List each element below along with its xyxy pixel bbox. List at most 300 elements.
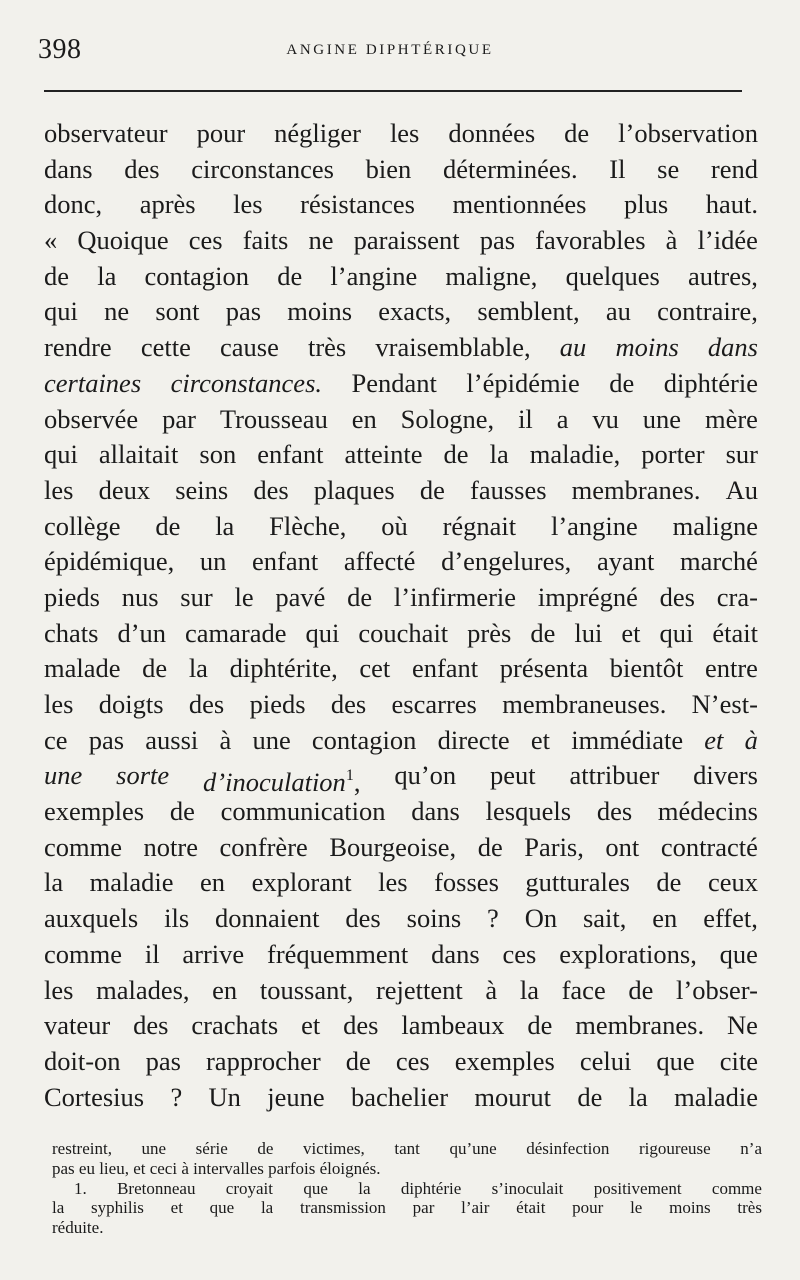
- word: de: [527, 1010, 553, 1041]
- word: exacts,: [378, 296, 452, 327]
- text-line: [44, 473, 758, 509]
- word: membraneuses.: [502, 689, 667, 719]
- word: enfant: [411, 653, 479, 684]
- word: des: [345, 903, 381, 934]
- word: mourut: [474, 1081, 551, 1112]
- word: enfant: [252, 546, 319, 577]
- word: auxquels: [44, 903, 139, 934]
- word: en: [351, 403, 377, 434]
- word: ils: [164, 903, 190, 934]
- word: jeune: [267, 1081, 325, 1112]
- word: gutturales: [525, 867, 630, 898]
- text-line: [44, 544, 758, 580]
- word: de: [577, 1081, 603, 1112]
- word: des: [253, 474, 289, 505]
- word: directe: [437, 724, 510, 755]
- word: malade: [44, 653, 121, 684]
- word: que: [656, 1045, 695, 1076]
- text-line: [44, 901, 758, 937]
- word: haut.: [705, 189, 758, 220]
- word: désinfection: [526, 1139, 610, 1158]
- word: un: [199, 546, 227, 577]
- main-text: [44, 116, 758, 1115]
- header-rule: [44, 90, 742, 92]
- word: confrère: [219, 831, 308, 862]
- word: l’observation: [618, 118, 758, 148]
- word: bien: [365, 153, 412, 184]
- word: cet: [359, 653, 391, 684]
- word: où: [381, 510, 408, 541]
- word: et: [530, 724, 551, 755]
- word: sont: [155, 296, 200, 327]
- word: mentionnées: [452, 189, 587, 220]
- text-line: [44, 330, 758, 366]
- word: N’est-: [691, 689, 758, 719]
- word: Trousseau: [219, 403, 328, 434]
- word: quelques: [565, 260, 660, 291]
- word: à: [665, 225, 678, 256]
- word: ?: [487, 903, 499, 934]
- word: Flèche,: [269, 510, 347, 541]
- word: contracté: [660, 831, 758, 862]
- text-line: [44, 973, 758, 1009]
- word: entre: [704, 653, 758, 684]
- text-line: [44, 580, 758, 616]
- word: des: [596, 796, 633, 827]
- word: nus: [121, 581, 159, 612]
- word: atteinte: [344, 439, 423, 470]
- text-line: [44, 865, 758, 901]
- word: pas: [225, 296, 262, 327]
- word: la: [188, 653, 208, 684]
- word: en: [652, 903, 678, 934]
- word: des: [659, 581, 695, 612]
- word: dans: [431, 938, 480, 969]
- word: de: [169, 796, 195, 827]
- word: de: [609, 367, 635, 398]
- word: ces: [502, 938, 537, 969]
- word: qui: [305, 617, 340, 648]
- word: Pendant: [351, 367, 437, 398]
- word: explorant: [251, 867, 352, 898]
- word: de: [530, 617, 556, 648]
- word: la: [628, 1081, 648, 1112]
- word: déterminées.: [442, 153, 578, 184]
- word: rigoureuse: [638, 1139, 711, 1158]
- word: attribuer: [569, 760, 660, 791]
- word: de: [277, 260, 303, 291]
- word: fausses: [470, 474, 547, 505]
- page-header: [38, 34, 742, 70]
- text-line: [44, 651, 758, 687]
- word: que: [719, 938, 758, 969]
- word: contraire,: [657, 296, 758, 327]
- word: certaines: [44, 367, 142, 398]
- word: négliger: [274, 118, 361, 148]
- text-line: [44, 223, 758, 259]
- word: de: [628, 974, 654, 1005]
- word: a: [556, 403, 569, 434]
- word: doit-on: [44, 1045, 121, 1076]
- word: face: [561, 974, 606, 1005]
- word: moins: [615, 332, 679, 363]
- word: cite: [719, 1045, 758, 1076]
- word: et: [301, 1010, 321, 1041]
- word: les: [44, 474, 74, 505]
- text-line: [44, 437, 758, 473]
- footnote-line: [52, 1139, 762, 1159]
- word: rapprocher: [205, 1045, 321, 1076]
- text-line: [44, 152, 758, 188]
- word: maligne: [672, 510, 758, 541]
- word: 1.: [74, 1178, 87, 1198]
- word: régnait: [442, 510, 517, 541]
- word: d’engelures,: [441, 546, 572, 577]
- word: ont: [605, 831, 640, 862]
- text-line: [44, 1008, 758, 1044]
- word: exemples: [454, 1045, 555, 1076]
- word: la: [44, 867, 64, 898]
- word: deux: [98, 474, 151, 505]
- word: rendre: [44, 332, 112, 363]
- word: fréquemment: [267, 938, 409, 969]
- word: résistances: [300, 189, 415, 220]
- word: l’infirmerie: [393, 581, 517, 612]
- footnote-line: réduite.: [52, 1218, 104, 1238]
- word: rend: [710, 153, 758, 184]
- word: vateur: [44, 1010, 111, 1041]
- word: doigts: [98, 689, 164, 719]
- word: à: [744, 724, 758, 755]
- word: l’air: [461, 1198, 490, 1218]
- word: autres,: [688, 260, 758, 291]
- word: comme: [44, 938, 122, 969]
- word: observée: [44, 403, 139, 434]
- word: Bretonneau: [117, 1178, 196, 1198]
- text-line: [44, 794, 758, 830]
- word: de: [142, 653, 168, 684]
- word: après: [139, 189, 196, 220]
- word: favorables: [535, 225, 646, 256]
- word: effet,: [703, 903, 758, 934]
- word: en: [212, 974, 238, 1005]
- word: l’obser-: [676, 974, 758, 1005]
- word: arrive: [182, 938, 245, 969]
- text-line: [44, 937, 758, 973]
- word: On: [524, 903, 558, 934]
- word: était: [712, 617, 758, 648]
- word: notre: [143, 831, 198, 862]
- word: la: [519, 974, 539, 1005]
- word: l’angine: [330, 260, 418, 291]
- word: que: [303, 1178, 328, 1198]
- word: ceux: [707, 867, 758, 898]
- word: ces: [395, 1045, 430, 1076]
- word: communication: [220, 796, 386, 827]
- word: toussant,: [259, 974, 354, 1005]
- word: maladie,: [529, 439, 621, 470]
- word: maladie: [89, 867, 174, 898]
- word: des: [343, 1010, 379, 1041]
- word: Ne: [727, 1010, 758, 1041]
- word: vu: [592, 403, 619, 434]
- word: moins: [669, 1198, 711, 1218]
- text-line: [44, 366, 758, 402]
- text-line: [44, 687, 758, 723]
- word: vraisemblable,: [375, 332, 531, 363]
- word: que: [209, 1198, 235, 1218]
- word: ce: [44, 724, 68, 755]
- word: de: [419, 474, 445, 505]
- word: moins: [287, 296, 353, 327]
- word: ne: [104, 296, 130, 327]
- word: de: [564, 118, 590, 148]
- word: l’épidémie: [466, 367, 580, 398]
- word: malades,: [96, 974, 190, 1005]
- word: le: [234, 581, 254, 612]
- word: membranes.: [571, 474, 701, 505]
- page-number: 398: [38, 34, 82, 65]
- word: rejettent: [375, 974, 463, 1005]
- word: diphtérie: [400, 1178, 462, 1198]
- word: pieds: [44, 581, 100, 612]
- word: maligne,: [445, 260, 538, 291]
- word: s’inoculait: [491, 1178, 564, 1198]
- word: des: [330, 689, 367, 719]
- word: circonstances: [191, 153, 334, 184]
- word: semblent,: [477, 296, 580, 327]
- word: dans: [411, 796, 460, 827]
- word: membranes.: [575, 1010, 705, 1041]
- word: peut: [490, 760, 536, 791]
- word: lesquels: [485, 796, 572, 827]
- word: ?: [170, 1081, 183, 1112]
- word: diphtérite,: [229, 653, 338, 684]
- text-line: [44, 294, 758, 330]
- word: et: [621, 617, 641, 648]
- word: plaques: [313, 474, 395, 505]
- word: très: [307, 332, 347, 363]
- word: sur: [725, 439, 758, 470]
- word: la: [260, 1198, 274, 1218]
- word: présenta: [499, 653, 589, 684]
- word: à: [485, 974, 498, 1005]
- word: son: [199, 439, 237, 470]
- word: transmission: [299, 1198, 386, 1218]
- word: sur: [180, 581, 213, 612]
- word: l’angine: [550, 510, 638, 541]
- word: ne: [308, 225, 334, 256]
- word: explorations,: [559, 938, 697, 969]
- word: Bourgeoise,: [329, 831, 457, 862]
- word: épidémique,: [44, 546, 175, 577]
- word: bientôt: [609, 653, 684, 684]
- word: les: [389, 118, 420, 148]
- word: médecins: [657, 796, 758, 827]
- word: «: [44, 225, 58, 256]
- word: très: [737, 1198, 762, 1218]
- word: qu’une: [449, 1139, 497, 1158]
- word: pour: [196, 118, 246, 148]
- text-line: [44, 1080, 758, 1116]
- word: maladie: [674, 1081, 758, 1112]
- word: Paris,: [524, 831, 584, 862]
- text-line: [44, 758, 758, 798]
- word: de: [443, 439, 469, 470]
- word: à: [219, 724, 232, 755]
- word: syphilis: [91, 1198, 144, 1218]
- word: la: [215, 510, 235, 541]
- word: une: [642, 403, 682, 434]
- text-line: [44, 616, 758, 652]
- word: crachats: [191, 1010, 279, 1041]
- word: diphtérie: [663, 367, 758, 398]
- word: soins: [406, 903, 462, 934]
- word: de: [477, 831, 503, 862]
- word: qui: [44, 296, 78, 327]
- word: marché: [679, 546, 758, 577]
- word: des: [133, 1010, 169, 1041]
- word: cause: [219, 332, 279, 363]
- footnotes: [52, 1139, 762, 1238]
- text-line: [44, 116, 758, 152]
- word: de: [347, 581, 373, 612]
- word: une: [44, 760, 83, 791]
- word: aussi: [145, 724, 199, 755]
- word: série: [195, 1139, 228, 1158]
- word: victimes,: [302, 1139, 365, 1158]
- word: porter: [641, 439, 705, 470]
- word: Sologne,: [400, 403, 495, 434]
- word: des: [188, 689, 225, 719]
- word: données: [448, 118, 536, 148]
- footnote-line: pas eu lieu, et ceci à intervalles parfois éloignés.: [52, 1158, 381, 1178]
- word: circonstances.: [170, 367, 323, 398]
- word: au: [559, 332, 587, 363]
- word: donnaient: [215, 903, 320, 934]
- word: qui: [44, 439, 78, 470]
- word: tant: [394, 1139, 420, 1158]
- word: observateur: [44, 118, 168, 148]
- word: Il: [609, 153, 626, 184]
- word: pas: [145, 1045, 181, 1076]
- word: pavé: [275, 581, 326, 612]
- word: pas: [88, 724, 125, 755]
- word: positivement: [593, 1178, 682, 1198]
- word: contagion: [144, 260, 250, 291]
- word: n’a: [740, 1139, 762, 1158]
- word: une: [141, 1139, 167, 1158]
- word: qui: [659, 617, 694, 648]
- word: escarres: [391, 689, 477, 719]
- word: fosses: [434, 867, 499, 898]
- word: enfant: [257, 439, 324, 470]
- word: les: [44, 974, 74, 1005]
- word: d’un: [117, 617, 167, 648]
- word: camarade: [185, 617, 287, 648]
- word: dans: [707, 332, 758, 363]
- word: en: [200, 867, 226, 898]
- word: affecté: [343, 546, 416, 577]
- word: pas: [479, 225, 516, 256]
- word: couchait: [358, 617, 449, 648]
- word: des: [124, 153, 160, 184]
- word: il: [518, 403, 533, 434]
- word: Cortesius: [44, 1081, 145, 1112]
- word: ces: [188, 225, 223, 256]
- word: près: [467, 617, 512, 648]
- word: et: [170, 1198, 183, 1218]
- word: les: [378, 867, 408, 898]
- word: par: [412, 1198, 435, 1218]
- word: lambeaux: [401, 1010, 505, 1041]
- word: plus: [623, 189, 669, 220]
- word: pour: [572, 1198, 604, 1218]
- word: celui: [579, 1045, 632, 1076]
- word: lui: [574, 617, 603, 648]
- word: contagion: [311, 724, 417, 755]
- footnote-line: [52, 1179, 762, 1199]
- word: de: [257, 1139, 274, 1158]
- word: collège: [44, 510, 121, 541]
- word: sait,: [582, 903, 627, 934]
- word: qu’on: [394, 760, 457, 791]
- word: les: [44, 689, 74, 719]
- word: sorte: [116, 760, 170, 791]
- word: immédiate: [571, 724, 684, 755]
- word: cette: [140, 332, 191, 363]
- word: croyait: [225, 1178, 273, 1198]
- word: il: [144, 938, 160, 969]
- word: mère: [704, 403, 758, 434]
- word: de: [155, 510, 181, 541]
- word: paraissent: [353, 225, 460, 256]
- word: les: [233, 189, 263, 220]
- word: bachelier: [350, 1081, 449, 1112]
- word: seins: [175, 474, 229, 505]
- text-line: [44, 402, 758, 438]
- footnote-line: [52, 1198, 762, 1218]
- word: et: [704, 724, 724, 755]
- word: divers: [693, 760, 758, 791]
- word: de: [656, 867, 682, 898]
- word: donc,: [44, 189, 103, 220]
- word: exemples: [44, 796, 145, 827]
- word: imprégné: [537, 581, 638, 612]
- word: se: [657, 153, 680, 184]
- text-line: [44, 830, 758, 866]
- word: par: [162, 403, 196, 434]
- text-line: [44, 259, 758, 295]
- text-line: [44, 1044, 758, 1080]
- footnote-marker: 1: [345, 767, 354, 785]
- word: d’inoculation$^1$,: [203, 767, 361, 798]
- word: faits: [242, 225, 289, 256]
- word: allaitait: [98, 439, 179, 470]
- word: comme: [711, 1178, 762, 1198]
- word: une: [252, 724, 291, 755]
- word: dans: [44, 153, 93, 184]
- word: la: [52, 1198, 65, 1218]
- text-line: [44, 509, 758, 545]
- word: Un: [208, 1081, 241, 1112]
- text-line: [44, 723, 758, 759]
- text-line: [44, 187, 758, 223]
- word: au: [605, 296, 631, 327]
- word: était: [516, 1198, 546, 1218]
- word: restreint,: [52, 1139, 112, 1158]
- word: le: [630, 1198, 643, 1218]
